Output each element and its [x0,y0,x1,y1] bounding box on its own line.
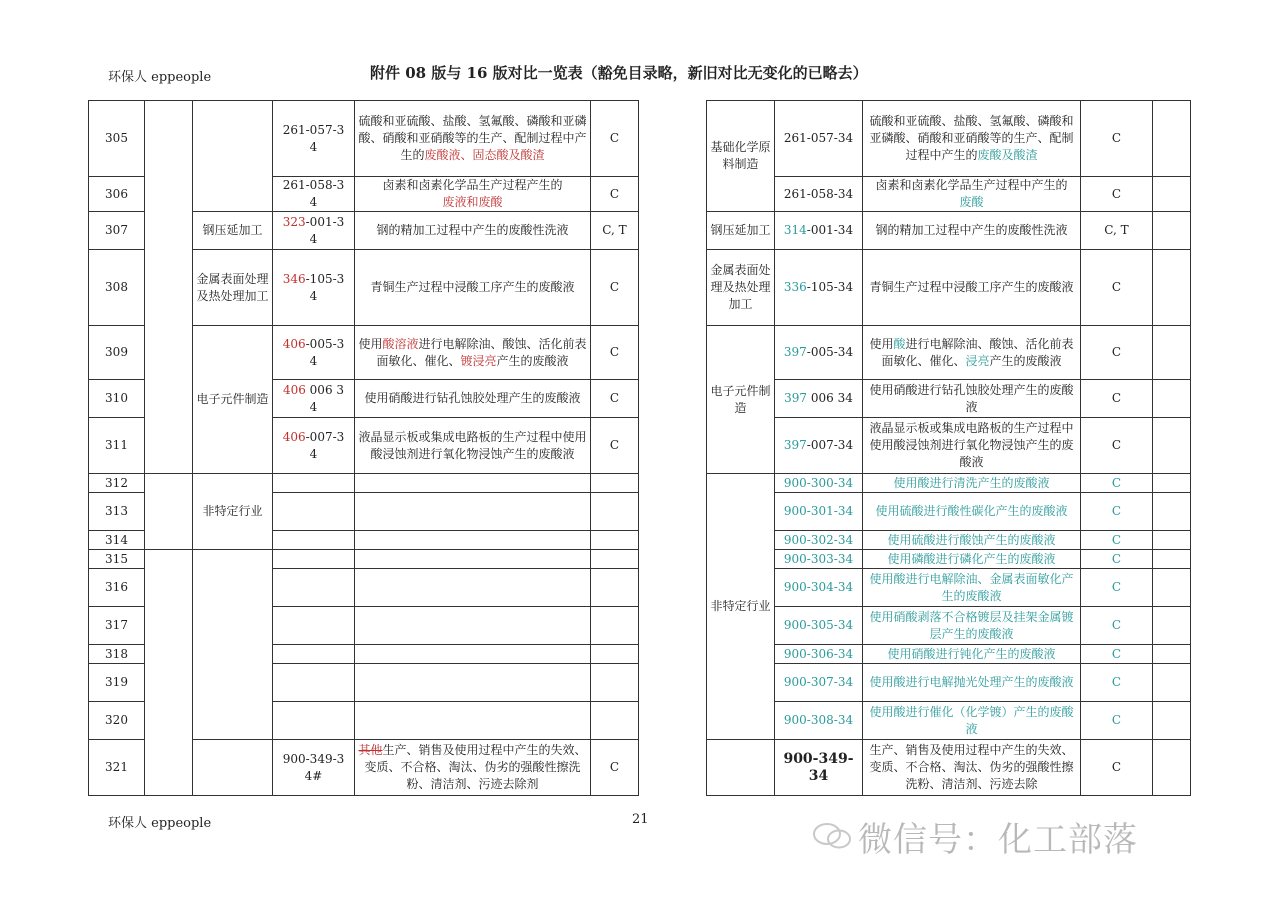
char-old [591,664,639,702]
desc-old [355,607,591,645]
empty-cell [145,474,193,550]
row-number: 315 [89,550,145,569]
desc-old: 青铜生产过程中浸酸工序产生的废酸液 [355,250,591,326]
table-row [89,550,1191,569]
char-old [591,493,639,531]
code-old [273,664,355,702]
desc-new: 钢的精加工过程中产生的废酸性洗液 [863,212,1081,250]
code-old: 346-105-3 4 [273,250,355,326]
char-old: C [591,326,639,380]
header-left: 环保人 eppeople [108,70,212,85]
code-old: 323-001-3 4 [273,212,355,250]
industry-new: 金属表面处理及热处理加工 [707,250,775,326]
table-row [89,250,1191,326]
row-number: 305 [89,101,145,177]
code-new: 900-305-34 [775,607,863,645]
desc-old: 硫酸和亚硫酸、盐酸、氢氟酸、磷酸和亚磷酸、硝酸和亚硝酸等的生产、配制过程中产生的废酸液、固态酸及酸渣 [355,101,591,177]
code-old [273,645,355,664]
desc-old: 卤素和卤素化学品生产过程产生的 废液和废酸 [355,177,591,212]
table-row [89,101,1191,177]
code-old [273,569,355,607]
char-new: C [1081,550,1153,569]
char-new: C [1081,326,1153,380]
industry-old: 电子元件制造 [193,326,273,474]
row-number: 312 [89,474,145,493]
table-row [89,212,1191,250]
char-old: C [591,177,639,212]
desc-old: 钢的精加工过程中产生的废酸性洗液 [355,212,591,250]
gap-cell [639,702,707,740]
empty-cell [1153,326,1191,380]
row-number: 306 [89,177,145,212]
empty-cell [1153,101,1191,177]
desc-old: 使用酸溶液进行电解除油、酸蚀、活化前表面敏化、催化、镀浸亮产生的废酸液 [355,326,591,380]
code-new: 261-058-34 [775,177,863,212]
gap-cell [639,250,707,326]
row-number: 314 [89,531,145,550]
empty-cell [1153,740,1191,796]
industry-old: 钢压延加工 [193,212,273,250]
char-new: C [1081,664,1153,702]
desc-old [355,664,591,702]
industry-new: 非特定行业 [707,474,775,740]
char-old: C [591,380,639,418]
char-old [591,607,639,645]
wechat-icon [812,822,852,850]
empty-cell [1153,493,1191,531]
empty-cell [145,550,193,796]
code-new: 900-300-34 [775,474,863,493]
row-number: 316 [89,569,145,607]
gap-cell [639,531,707,550]
char-new: C, T [1081,212,1153,250]
char-old: C [591,418,639,474]
gap-cell [639,493,707,531]
char-old [591,474,639,493]
row-number: 308 [89,250,145,326]
row-number: 321 [89,740,145,796]
desc-old: 其他生产、销售及使用过程中产生的失效、变质、不合格、淘汰、伪劣的强酸性擦洗粉、清洁剂、污迹去除剂 [355,740,591,796]
code-new: 261-057-34 [775,101,863,177]
char-new: C [1081,607,1153,645]
code-old: 261-058-3 4 [273,177,355,212]
empty-cell [1153,380,1191,418]
char-new: C [1081,702,1153,740]
char-new: C [1081,531,1153,550]
industry-new: 基础化学原料制造 [707,101,775,212]
empty-cell [1153,531,1191,550]
row-number: 310 [89,380,145,418]
gap-cell [639,664,707,702]
char-new: C [1081,645,1153,664]
gap-cell [639,380,707,418]
code-new: 397-007-34 [775,418,863,474]
page-number: 21 [632,812,649,827]
char-new: C [1081,380,1153,418]
empty-cell [1153,664,1191,702]
gap-cell [639,212,707,250]
gap-cell [639,645,707,664]
desc-new: 使用酸进行电解除油、酸蚀、活化前表面敏化、催化、浸亮产生的废酸液 [863,326,1081,380]
empty-cell [1153,607,1191,645]
code-old: 261-057-3 4 [273,101,355,177]
desc-new: 使用酸进行清洗产生的废酸液 [863,474,1081,493]
desc-new: 使用酸进行电解除油、金属表面敏化产生的废酸液 [863,569,1081,607]
empty-cell [1153,418,1191,474]
desc-old [355,531,591,550]
desc-old: 使用硝酸进行钻孔蚀胶处理产生的废酸液 [355,380,591,418]
desc-old [355,474,591,493]
gap-cell [639,607,707,645]
industry-new: 钢压延加工 [707,212,775,250]
industry-old [193,550,273,740]
industry-old: 金属表面处理及热处理加工 [193,250,273,326]
desc-new: 青铜生产过程中浸酸工序产生的废酸液 [863,250,1081,326]
code-new: 900-349-34 [775,740,863,796]
desc-new: 使用硝酸进行钻孔蚀胶处理产生的废酸液 [863,380,1081,418]
char-new: C [1081,740,1153,796]
code-old: 406-007-3 4 [273,418,355,474]
desc-old [355,645,591,664]
empty-cell [1153,212,1191,250]
desc-new: 使用硝酸进行钝化产生的废酸液 [863,645,1081,664]
empty-cell [1153,702,1191,740]
industry-old: 非特定行业 [193,474,273,550]
desc-old [355,569,591,607]
desc-old [355,493,591,531]
industry-new [707,740,775,796]
char-old: C, T [591,212,639,250]
row-number: 318 [89,645,145,664]
desc-new: 使用酸进行电解抛光处理产生的废酸液 [863,664,1081,702]
row-number: 311 [89,418,145,474]
char-new: C [1081,418,1153,474]
empty-cell [1153,177,1191,212]
code-new: 900-301-34 [775,493,863,531]
code-old [273,607,355,645]
char-old: C [591,101,639,177]
row-number: 320 [89,702,145,740]
desc-new: 使用酸进行催化（化学镀）产生的废酸液 [863,702,1081,740]
gap-cell [639,740,707,796]
code-old [273,493,355,531]
row-number: 313 [89,493,145,531]
char-old [591,569,639,607]
empty-cell [1153,645,1191,664]
desc-old [355,702,591,740]
desc-new: 生产、销售及使用过程中产生的失效、变质、不合格、淘汰、伪劣的强酸性擦洗粉、清洁剂、污迹去除 [863,740,1081,796]
table-row [89,740,1191,796]
row-number: 319 [89,664,145,702]
char-new: C [1081,177,1153,212]
code-old [273,702,355,740]
code-new: 900-308-34 [775,702,863,740]
table-row [89,326,1191,380]
code-new: 314-001-34 [775,212,863,250]
row-number: 309 [89,326,145,380]
desc-old: 液晶显示板或集成电路板的生产过程中使用酸浸蚀剂进行氧化物浸蚀产生的废酸液 [355,418,591,474]
page-title: 附件 08 版与 16 版对比一览表（豁免目录略，新旧对比无变化的已略去） [370,64,868,82]
industry-new: 电子元件制造 [707,326,775,474]
char-old [591,645,639,664]
desc-new: 液晶显示板或集成电路板的生产过程中使用酸浸蚀剂进行氧化物浸蚀产生的废酸液 [863,418,1081,474]
char-old [591,550,639,569]
code-new: 397-005-34 [775,326,863,380]
char-old [591,531,639,550]
code-old [273,550,355,569]
gap-cell [639,569,707,607]
code-old [273,474,355,493]
code-new: 900-303-34 [775,550,863,569]
watermark: 微信号：化工部落 [858,820,1138,860]
desc-new: 硫酸和亚硫酸、盐酸、氢氟酸、磷酸和亚磷酸、硝酸和亚硝酸等的生产、配制过程中产生的废酸及酸渣 [863,101,1081,177]
desc-new: 使用磷酸进行磷化产生的废酸液 [863,550,1081,569]
code-new: 397 006 34 [775,380,863,418]
char-old: C [591,740,639,796]
char-new: C [1081,101,1153,177]
gap-cell [639,101,707,177]
industry-old [193,740,273,796]
desc-new: 卤素和卤素化学品生产过程中产生的 废酸 [863,177,1081,212]
gap-cell [639,474,707,493]
code-old [273,531,355,550]
code-new: 900-302-34 [775,531,863,550]
char-new: C [1081,474,1153,493]
code-old: 406-005-3 4 [273,326,355,380]
code-new: 900-304-34 [775,569,863,607]
desc-old [355,550,591,569]
comparison-table [88,100,1191,796]
row-number: 307 [89,212,145,250]
char-new: C [1081,250,1153,326]
empty-cell [145,101,193,474]
empty-cell [1153,250,1191,326]
code-new: 900-307-34 [775,664,863,702]
empty-cell [1153,474,1191,493]
table-row [89,474,1191,493]
code-old: 900-349-3 4# [273,740,355,796]
gap-cell [639,177,707,212]
industry-old [193,101,273,212]
empty-cell [1153,569,1191,607]
gap-cell [639,550,707,569]
code-old: 406 006 3 4 [273,380,355,418]
empty-cell [1153,550,1191,569]
gap-cell [639,326,707,380]
char-new: C [1081,493,1153,531]
desc-new: 使用硝酸剥落不合格镀层及挂架金属镀层产生的废酸液 [863,607,1081,645]
gap-cell [639,418,707,474]
desc-new: 使用硫酸进行酸蚀产生的废酸液 [863,531,1081,550]
row-number: 317 [89,607,145,645]
footer-left: 环保人 eppeople [108,816,212,831]
char-old [591,702,639,740]
desc-new: 使用硫酸进行酸性碳化产生的废酸液 [863,493,1081,531]
char-old: C [591,250,639,326]
code-new: 900-306-34 [775,645,863,664]
char-new: C [1081,569,1153,607]
code-new: 336-105-34 [775,250,863,326]
